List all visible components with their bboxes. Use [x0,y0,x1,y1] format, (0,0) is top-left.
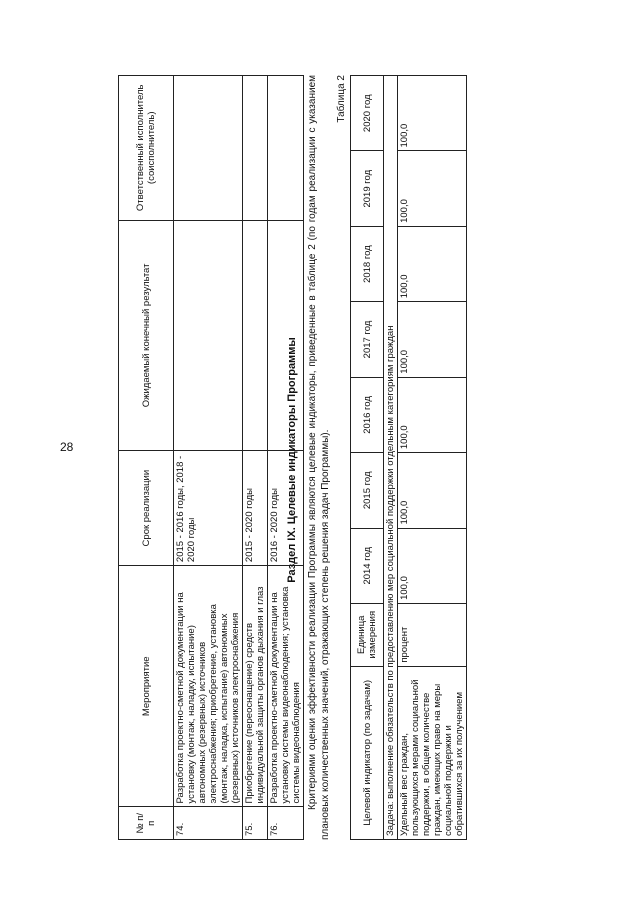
header-unit: Единица измерения [351,603,384,666]
table-row [398,76,467,840]
rotated-page-content [70,40,570,860]
table-row [174,76,243,840]
header-indicator: Целевой индикатор (по задачам) [351,666,384,839]
row-activity: Разработка проектно-сметной документации на установку системы видеонаблюдения; установка системы видеонаблюдения [268,566,304,807]
row-term: 2015 - 2020 годы [243,451,268,566]
header-year: 2015 год [351,453,384,528]
value-2014: 100,0 [398,528,467,603]
header-num: № п/п [119,807,174,840]
indicators-header-row [351,76,384,840]
value-2019: 100,0 [398,151,467,226]
value-2017: 100,0 [398,302,467,377]
activities-table [118,75,304,840]
header-year: 2019 год [351,151,384,226]
indicator-unit: процент [398,603,467,666]
task-text: Задача: выполнение обязательств по предоставлению мер социальной поддержки отдельным категориям граждан [384,76,398,840]
body-paragraph [306,75,332,840]
task-row [384,76,398,840]
row-activity: Разработка проектно-сметной документации на установку (монтаж, наладку, испытание) автономных (резервных) источников электроснабжения; приобретение, установка (монтаж, наладка, испытание) автономных (резервных) источников электроснабжения [174,566,243,807]
indicator-name: Удельный вес граждан, пользующихся мерами социальной поддержки, в общем количестве граждан, имеющих право на меры социальной поддержки и обратившихся за их получением [398,666,467,839]
row-num: 75. [243,807,268,840]
header-year: 2018 год [351,226,384,301]
paragraph-text: Критериями оценки эффективности реализации Программы являются целевые индикаторы, приведенные в таблице 2 (по годам реализации с указанием плановых количественных значений, отражающих степень решения задач Программы). [307,75,331,840]
value-2018: 100,0 [398,226,467,301]
value-2016: 100,0 [398,377,467,452]
row-num: 76. [268,807,304,840]
page-number: 28 [60,440,74,454]
row-activity: Приобретение (переоснащение) средств индивидуальной защиты органов дыхания и глаз [243,566,268,807]
table-row [243,76,268,840]
value-2020: 100,0 [398,76,467,151]
row-term: 2015 - 2016 годы, 2018 - 2020 годы [174,451,243,566]
header-year: 2020 год [351,76,384,151]
header-year: 2017 год [351,302,384,377]
section-heading: Раздел IX. Целевые индикаторы Программы [286,337,298,583]
row-result [243,220,268,451]
rotated-layer [70,60,570,860]
row-term: 2016 - 2020 годы [268,451,304,566]
row-result [174,220,243,451]
header-executor: Ответственный исполнитель (соисполнитель) [119,76,174,221]
table-label: Таблица 2 [336,75,347,123]
value-2015: 100,0 [398,453,467,528]
header-year: 2016 год [351,377,384,452]
header-result: Ожидаемый конечный результат [119,220,174,451]
row-num: 74. [174,807,243,840]
header-term: Срок реализации [119,451,174,566]
row-executor [243,76,268,221]
indicators-table [350,75,467,840]
activities-header-row [119,76,174,840]
header-activity: Мероприятие [119,566,174,807]
row-executor [174,76,243,221]
header-year: 2014 год [351,528,384,603]
